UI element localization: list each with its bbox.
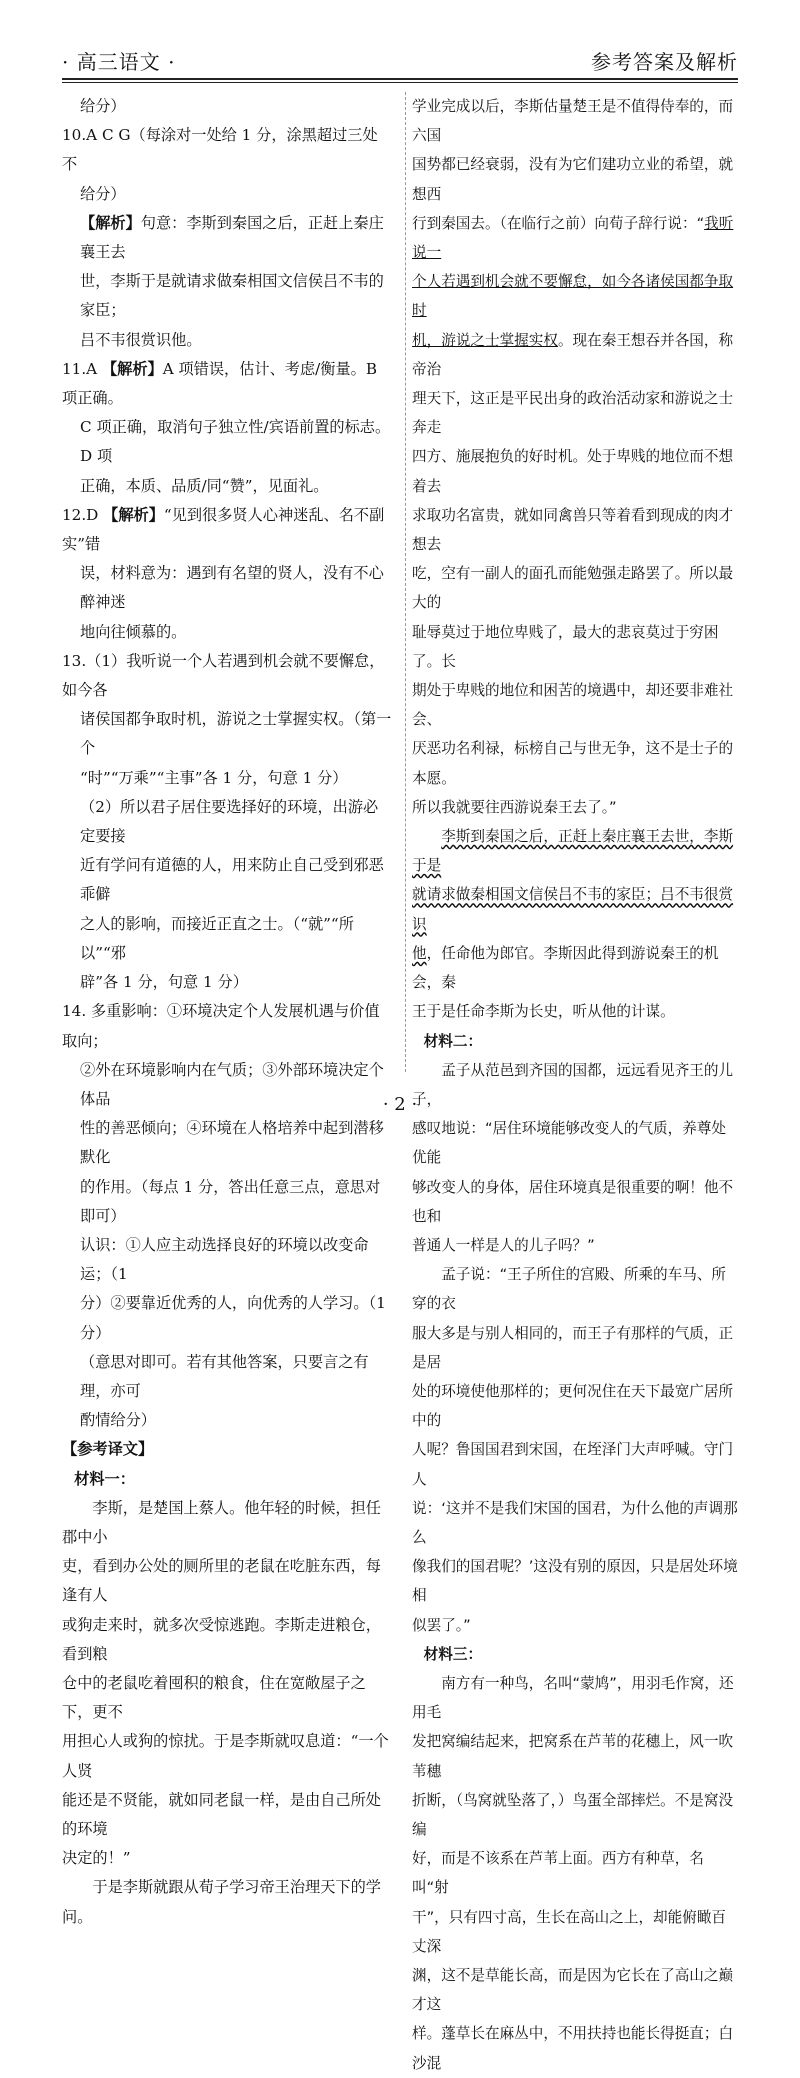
- text-line: 的作用。（每点 1 分，答出任意三点，意思对即可）: [80, 1177, 381, 1225]
- question-number: 11.A: [62, 359, 102, 378]
- analysis-label: 【解析】: [101, 359, 163, 378]
- text-line: 李斯，是楚国上蔡人。他年轻的时候，担任郡中小: [62, 1498, 381, 1546]
- text-line: 发把窝编结起来，把窝系在芦苇的花穗上，风一吹苇穗: [412, 1733, 734, 1780]
- text-line: [412, 326, 738, 384]
- material-heading: 材料三：: [423, 1645, 483, 1663]
- wavy-underlined-text: 李斯到秦国之后，正赶上秦庄襄王去世，李斯于是: [412, 828, 734, 875]
- text-line: 人呢？鲁国国君到宋国，在垤泽门大声呼喊。守门人: [412, 1441, 734, 1488]
- text-line: 厌恶功名利禄，标榜自己与世无争，这不是士子的本愿。: [412, 740, 734, 787]
- underlined-text: 我听说一: [412, 214, 734, 262]
- text-line: 14. 多重影响：①环境决定个人发展机遇与价值取向；: [62, 1002, 380, 1050]
- text-line: 之人的影响，而接近正直之士。（“就”“所以”“邪: [80, 914, 354, 962]
- text-line: 国势都已经衰弱，没有为它们建功立业的希望，就想西: [412, 156, 734, 203]
- text-line: 样。蓬草长在麻丛中，不用扶持也能长得挺直；白沙混: [412, 2025, 734, 2072]
- text-span: 句意：李斯到秦国之后，正赶上秦庄襄王去: [80, 213, 384, 262]
- wavy-underlined-line: [412, 822, 738, 880]
- text-line: 干”，只有四寸高，生长在高山之上，却能俯瞰百丈深: [412, 1908, 727, 1955]
- analysis-label: 【解析】: [103, 505, 164, 524]
- text-line: 南方有一种鸟，名叫“蒙鸠”，用羽毛作窝，还用毛: [412, 1674, 734, 1722]
- text-line: （意思对即可。若有其他答案，只要言之有理，亦可: [80, 1352, 369, 1400]
- text-span: ，任命他为郎官。李斯因此得到游说秦王的机会，秦: [412, 944, 719, 992]
- underlined-text: 机，游说之士掌握实权: [412, 331, 558, 349]
- text-line: 像我们的国君呢？’这没有别的原因，只是居处环境相: [412, 1558, 738, 1605]
- text-line: 学业完成以后，李斯估量楚王是不值得侍奉的，而六国: [412, 98, 734, 145]
- left-column: [62, 92, 392, 1932]
- text-line: [62, 209, 392, 267]
- analysis-label: 【解析】: [80, 213, 141, 232]
- text-line: 说：‘这并不是我们宋国的国君，为什么他的声调那么: [412, 1499, 738, 1546]
- text-line: 或狗走来时，就多次受惊逃跑。李斯走进粮仓，看到粮: [62, 1615, 381, 1663]
- text-line: 正确，本质、品质/同“赞”，见面礼。: [80, 476, 329, 495]
- underlined-line: 个人若遇到机会就不要懈怠，如今各诸侯国都争取时: [412, 273, 734, 320]
- text-span: 。现在秦王想吞并各国，称帝治: [412, 331, 734, 378]
- text-line: 于是李斯就跟从荀子学习帝王治理天下的学问。: [62, 1878, 381, 1926]
- text-line: 渊，这不是草能长高，而是因为它长在了高山之巅才这: [412, 1967, 734, 2014]
- text-line: 求取功名富贵，就如同禽兽只等着看到现成的肉才想去: [412, 506, 734, 554]
- text-line: 误，材料意为：遇到有名望的贤人，没有不心醉神迷: [80, 564, 384, 612]
- text-line: 认识：①人应主动选择良好的环境以改变命运；（1: [80, 1235, 369, 1284]
- text-span: A 项错误，估计、考虑/衡量。B 项正确。: [62, 359, 378, 408]
- text-line: 能还是不贤能，就如同老鼠一样，是由自己所处的环境: [62, 1790, 381, 1838]
- text-line: 酌情给分）: [80, 1411, 156, 1430]
- text-line: 似罢了。”: [412, 1616, 471, 1634]
- text-line: 感叹地说：“居住环境能够改变人的气质，养尊处优能: [412, 1120, 727, 1167]
- text-line: 用担心人或狗的惊扰。于是李斯就叹息道：“一个人贤: [62, 1732, 389, 1780]
- text-line: 辟”各 1 分，句意 1 分）: [80, 973, 248, 992]
- text-line: C 项正确，取消句子独立性/宾语前置的标志。D 项: [80, 418, 391, 466]
- text-line: （2）所以君子居住要选择好的环境，出游必定要接: [80, 797, 379, 846]
- text-line: 13.（1）我听说一个人若遇到机会就不要懈怠，如今各: [62, 651, 385, 700]
- text-line: [412, 209, 738, 267]
- text-line: 近有学问有道德的人，用来防止自己受到邪恶乖僻: [80, 856, 384, 904]
- text-line: [412, 939, 738, 997]
- wavy-underlined-text: 他: [412, 944, 427, 962]
- text-line: 地向往倾慕的。: [80, 622, 187, 641]
- text-line: 诸侯国都争取时机，游说之士掌握实权。（第一个: [80, 710, 392, 758]
- text-line: 吃，空有一副人的面孔而能勉强走路罢了。所以最大的: [412, 565, 734, 612]
- reference-translation-heading: 【参考译文】: [62, 1440, 154, 1459]
- text-line: 服大多是与别人相同的，而王子有那样的气质，正是居: [412, 1324, 734, 1371]
- text-line: 处的环境使他那样的；更何况住在天下最宽广居所中的: [412, 1382, 734, 1430]
- wavy-underlined-line: 就请求做秦相国文信侯吕不韦的家臣；吕不韦很赏识: [412, 886, 734, 933]
- text-span: 行到秦国去。（在临行之前）向荀子辞行说：“: [412, 214, 705, 232]
- text-line: 吕不韦很赏识他。: [80, 330, 202, 349]
- text-line: 所以我就要往西游说秦王去了。”: [412, 798, 617, 816]
- text-line: 吏，看到办公处的厕所里的老鼠在吃脏东西，每逢有人: [62, 1557, 381, 1605]
- page-header: [62, 40, 738, 74]
- text-line: 够改变人的身体，居住环境真是很重要的啊！他不也和: [412, 1178, 734, 1225]
- page-number: · 2 ·: [382, 1094, 418, 1115]
- text-line: 10.A C G（每涂对一处给 1 分，涂黑超过三处不: [62, 126, 378, 174]
- text-line: [62, 355, 392, 413]
- text-line: 折断，（鸟窝就坠落了，）鸟蛋全部摔烂。不是窝没编: [412, 1791, 734, 1838]
- question-number: 12.D: [62, 505, 104, 524]
- text-line: 孟子说：“王子所住的宫殿、所乘的车马、所穿的衣: [412, 1266, 727, 1313]
- text-span: “见到很多贤人心神迷乱、名不副实”错: [62, 505, 385, 554]
- right-column: [412, 92, 738, 2078]
- text-line: 孟子从范邑到齐国的国都，远远看见齐王的儿子，: [412, 1061, 734, 1108]
- text-line: 仓中的老鼠吃着囤积的粮食，住在宽敞屋子之下，更不: [62, 1673, 366, 1722]
- text-line: 性的善恶倾向；④环境在人格培养中起到潜移默化: [80, 1119, 384, 1167]
- text-line: 给分）: [80, 184, 126, 203]
- header-title: 参考答案及解析: [591, 50, 738, 74]
- text-line: 好，而是不该系在芦苇上面。西方有种草，名叫“射: [412, 1850, 704, 1897]
- text-line: 分）②要靠近优秀的人，向优秀的人学习。（1 分）: [80, 1294, 386, 1342]
- text-line: 世，李斯于是就请求做秦相国文信侯吕不韦的家臣；: [80, 272, 384, 320]
- material-heading: 材料二：: [423, 1032, 483, 1050]
- column-divider: [405, 92, 406, 1072]
- text-line: 耻辱莫过于地位卑贱了，最大的悲哀莫过于穷困了。长: [412, 623, 719, 670]
- text-line: ②外在环境影响内在气质；③外部环境决定个体品: [80, 1060, 384, 1108]
- text-line: 给分）: [80, 97, 126, 115]
- header-subject: · 高三语文 ·: [62, 50, 176, 74]
- text-line: 理天下，这正是平民出身的政治活动家和游说之士奔走: [412, 390, 734, 437]
- text-line: “时”“万乘”“主事”各 1 分，句意 1 分）: [80, 768, 348, 787]
- text-line: 普通人一样是人的儿子吗？”: [412, 1236, 595, 1254]
- text-line: 四方、施展抱负的好时机。处于卑贱的地位而不想着去: [412, 448, 734, 495]
- header-rule-thin: [62, 82, 738, 83]
- text-line: [62, 501, 392, 559]
- text-line: 期处于卑贱的地位和困苦的境遇中，却还要非难社会、: [412, 682, 734, 729]
- material-heading: 材料一：: [74, 1469, 135, 1488]
- header-rule: [62, 78, 738, 80]
- text-line: 决定的！”: [62, 1849, 131, 1868]
- text-line: 王于是任命李斯为长史，听从他的计谋。: [412, 1003, 675, 1021]
